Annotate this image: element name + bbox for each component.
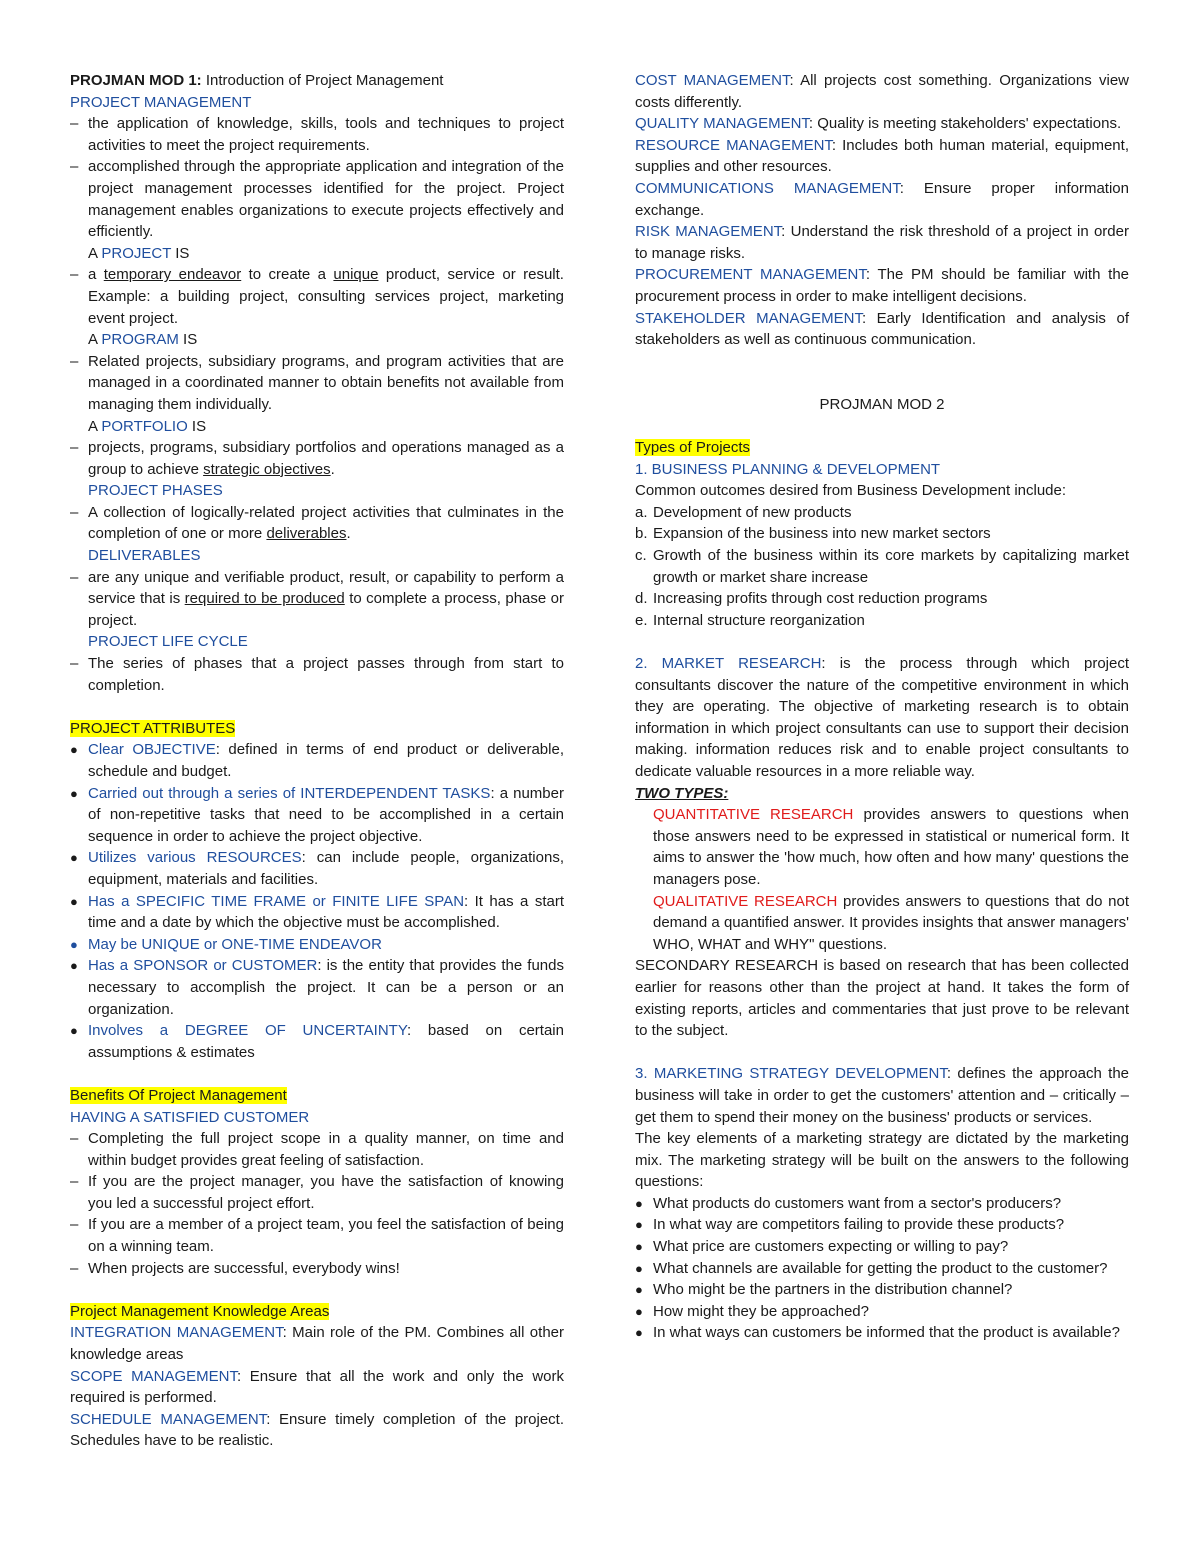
attribute-item: ● Carried out through a series of INTERDEPENDENT TASKS: a number of non-repetitive tasks that need to be accomplished in a certain sequence in order to achieve the project objective. — [70, 783, 564, 848]
bullet-icon: ● — [70, 936, 78, 952]
list-item: – are any unique and verifiable product, result, or capability to perform a service that is required to be produced to complete a process, phase or project. — [70, 567, 564, 632]
bpd-heading: 1. BUSINESS PLANNING & DEVELOPMENT — [635, 460, 941, 478]
types-heading: Types of Projects — [635, 439, 751, 457]
dash-icon: – — [70, 158, 79, 176]
dash-icon: – — [70, 1259, 79, 1277]
quantitative-research: QUANTITATIVE RESEARCH provides answers to questions when those answers need to be expressed in statistical or numerical form. It aims to answer the 'how much, how often and how many' questions the managers pose. — [653, 806, 1129, 888]
dash-icon: – — [70, 266, 79, 284]
left-column — [70, 70, 564, 1452]
list-item: – accomplished through the appropriate application and integration of the project management processes identified for the project. Project management enables organizations to execute projects effectively and efficiently. — [70, 156, 564, 242]
list-item: – Related projects, subsidiary programs, and program activities that are managed in a coordinated manner to obtain benefits not available from managing them individually. — [70, 351, 564, 416]
knowledge-area-item: STAKEHOLDER MANAGEMENT: Early Identification and analysis of stakeholders as well as continuous communication. — [635, 309, 1129, 349]
two-types-heading: TWO TYPES: — [635, 784, 729, 802]
qualitative-research: QUALITATIVE RESEARCH provides answers to questions that do not demand a quantified answer. It provides insights that answer managers' WHO, WHAT and WHY" questions. — [653, 892, 1129, 953]
bullet-icon: ● — [635, 1303, 643, 1319]
dash-icon: – — [70, 115, 79, 133]
benefits-heading: Benefits Of Project Management — [70, 1086, 287, 1104]
bullet-icon: ● — [70, 958, 78, 974]
secondary-research: SECONDARY RESEARCH is based on research that has been collected earlier for reasons other than the project at hand. It takes the form of existing reports, articles and commentaries that just prove to be relevant to the subject. — [635, 957, 1129, 1040]
list-item: – projects, programs, subsidiary portfolios and operations managed as a group to achieve strategic objectives. — [70, 437, 564, 480]
list-item: – If you are the project manager, you have the satisfaction of knowing you led a successful project effort. — [70, 1171, 564, 1214]
list-item: – a temporary endeavor to create a unique product, service or result. Example: a building project, consulting services project, marketing event project. — [70, 264, 564, 329]
bullet-icon: ● — [635, 1325, 643, 1341]
bullet-icon: ● — [70, 785, 78, 801]
knowledge-area-item: RESOURCE MANAGEMENT: Includes both human material, equipment, supplies and other resources. — [635, 136, 1129, 176]
dash-icon: – — [70, 352, 79, 370]
attribute-item: ● Has a SPONSOR or CUSTOMER: is the entity that provides the funds necessary to accomplish the project. It can be a person or an organization. — [70, 955, 564, 1020]
marketing-strategy-para2: The key elements of a marketing strategy are dictated by the marketing mix. The marketing strategy will be built on the answers to the following questions: — [635, 1130, 1129, 1191]
knowledge-areas-heading: Project Management Knowledge Areas — [70, 1302, 330, 1320]
question-item: ● In what ways can customers be informed that the product is available? — [635, 1322, 1129, 1344]
bullet-icon: ● — [635, 1217, 643, 1233]
list-item: – The series of phases that a project passes through from start to completion. — [70, 653, 564, 696]
list-item: b. Expansion of the business into new market sectors — [635, 525, 991, 543]
knowledge-area-item: INTEGRATION MANAGEMENT: Main role of the PM. Combines all other knowledge areas — [70, 1324, 564, 1364]
dash-icon: – — [70, 1216, 79, 1234]
mod1-title: PROJMAN MOD 1: Introduction of Project Management — [70, 72, 444, 89]
bullet-icon: ● — [70, 1023, 78, 1039]
list-item: – the application of knowledge, skills, tools and techniques to project activities to meet the project requirements. — [70, 113, 564, 156]
list-item: – If you are a member of a project team, you feel the satisfaction of being on a winning team. — [70, 1214, 564, 1257]
right-column — [635, 70, 1129, 1344]
bullet-icon: ● — [70, 742, 78, 758]
question-item: ● What price are customers expecting or willing to pay? — [635, 1236, 1129, 1258]
deliverables-heading: DELIVERABLES — [88, 547, 201, 565]
lifecycle-heading: PROJECT LIFE CYCLE — [88, 633, 248, 651]
bullet-icon: ● — [70, 850, 78, 866]
dash-icon: – — [70, 1130, 79, 1148]
dash-icon: – — [70, 568, 79, 586]
marketing-strategy-paragraph: 3. MARKETING STRATEGY DEVELOPMENT: defines the approach the business will take in order to get the customers' attention and – critically – get them to spend their money on the business' products or services. — [635, 1065, 1129, 1126]
benefits-subheading: HAVING A SATISFIED CUSTOMER — [70, 1108, 310, 1126]
list-item: – When projects are successful, everybody wins! — [70, 1258, 564, 1280]
pm-heading: PROJECT MANAGEMENT — [70, 93, 252, 111]
bullet-icon: ● — [635, 1239, 643, 1255]
knowledge-area-item: QUALITY MANAGEMENT: Quality is meeting stakeholders' expectations. — [635, 115, 1122, 133]
attributes-heading: PROJECT ATTRIBUTES — [70, 719, 236, 737]
bullet-icon: ● — [635, 1195, 643, 1211]
list-item: – A collection of logically-related project activities that culminates in the completion of one or more deliverables. — [70, 502, 564, 545]
attribute-item: ● Has a SPECIFIC TIME FRAME or FINITE LIFE SPAN: It has a start time and a date by which the objective must be accomplished. — [70, 891, 564, 934]
question-item: ● What products do customers want from a sector's producers? — [635, 1193, 1129, 1215]
bpd-intro: Common outcomes desired from Business Development include: — [635, 482, 1067, 500]
knowledge-area-item: SCHEDULE MANAGEMENT: Ensure timely completion of the project. Schedules have to be realistic. — [70, 1410, 564, 1450]
attribute-item: ● Involves a DEGREE OF UNCERTAINTY: based on certain assumptions & estimates — [70, 1020, 564, 1063]
phases-heading: PROJECT PHASES — [88, 482, 223, 500]
knowledge-area-item: RISK MANAGEMENT: Understand the risk threshold of a project in order to manage risks. — [635, 223, 1129, 262]
knowledge-area-item: COMMUNICATIONS MANAGEMENT: Ensure proper information exchange. — [635, 179, 1129, 219]
knowledge-area-item: COST MANAGEMENT: All projects cost something. Organizations view costs differently. — [635, 72, 1129, 111]
attribute-item: ● Clear OBJECTIVE: defined in terms of end product or deliverable, schedule and budget. — [70, 739, 564, 782]
list-item: a. Development of new products — [635, 503, 852, 521]
knowledge-area-item: SCOPE MANAGEMENT: Ensure that all the work and only the work required is performed. — [70, 1367, 564, 1407]
attribute-item: ● Utilizes various RESOURCES: can include people, organizations, equipment, materials and facilities. — [70, 847, 564, 890]
list-item: c. Growth of the business within its core markets by capitalizing market growth or market share increase — [635, 547, 1129, 586]
bullet-icon: ● — [635, 1260, 643, 1276]
mod2-title: PROJMAN MOD 2 — [819, 395, 945, 413]
list-item: – Completing the full project scope in a quality manner, on time and within budget provides great feeling of satisfaction. — [70, 1128, 564, 1171]
question-item: ● Who might be the partners in the distribution channel? — [635, 1279, 1129, 1301]
project-is-heading: A PROJECT IS — [88, 244, 190, 262]
bullet-icon: ● — [70, 893, 78, 909]
dash-icon: – — [70, 655, 79, 673]
list-item: d. Increasing profits through cost reduction programs — [635, 590, 988, 608]
dash-icon: – — [70, 503, 79, 521]
question-item: ● How might they be approached? — [635, 1301, 1129, 1323]
portfolio-is-heading: A PORTFOLIO IS — [88, 417, 207, 435]
list-item: e. Internal structure reorganization — [635, 611, 865, 629]
program-is-heading: A PROGRAM IS — [88, 331, 198, 349]
dash-icon: – — [70, 439, 79, 457]
market-research-paragraph: 2. MARKET RESEARCH: is the process through which project consultants discover the nature of the competitive environment in which they are operating. The objective of marketing research is to obtain information in which project consultants can use to support their decision making. information reduces risk and to enable project consultants to dedicate valuable resources in a more reliable way. — [635, 655, 1129, 780]
knowledge-area-item: PROCUREMENT MANAGEMENT: The PM should be familiar with the procurement process in order to make intelligent decisions. — [635, 266, 1130, 305]
question-item: ● What channels are available for getting the product to the customer? — [635, 1258, 1129, 1280]
bullet-icon: ● — [635, 1282, 643, 1298]
question-item: ● In what way are competitors failing to provide these products? — [635, 1214, 1129, 1236]
attribute-item: ● May be UNIQUE or ONE-TIME ENDEAVOR — [70, 934, 564, 956]
dash-icon: – — [70, 1173, 79, 1191]
